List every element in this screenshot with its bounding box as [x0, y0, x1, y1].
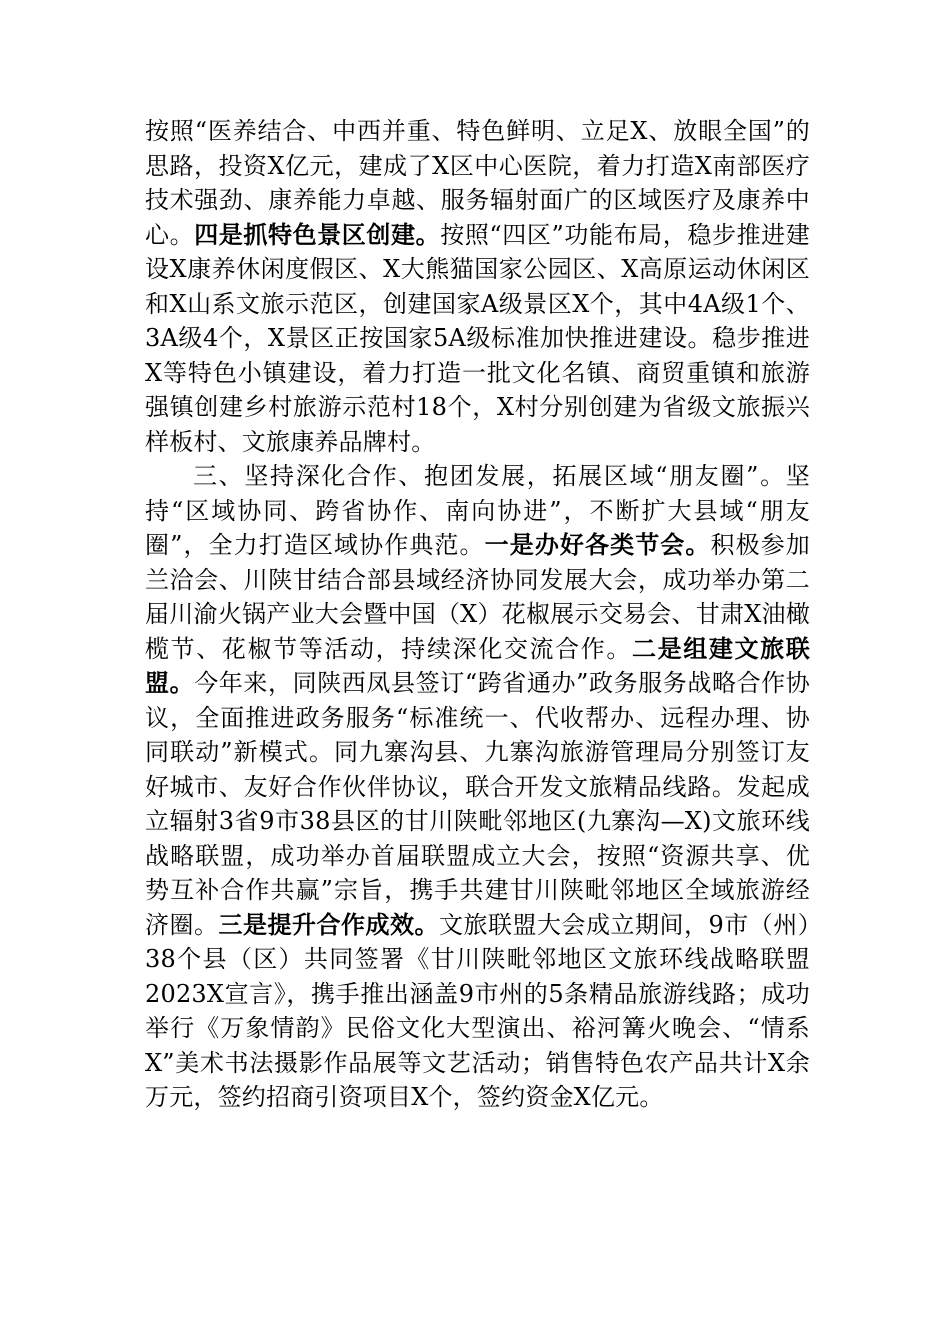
- document-body: [145, 114, 810, 1115]
- section-title: 三、坚持深化合作、抱团发展，拓展区域“朋友圈”。: [193, 462, 786, 490]
- paragraph-text: 积极参加兰洽会、川陕甘结合部县域经济协同发展大会，成功举办第二届川渝火锅产业大会暨中国（X）花椒展示交易会、甘肃X油橄榄节、花椒节等活动，持续深化交流合作。: [145, 531, 810, 663]
- paragraph-text: 按照“四区”功能布局，稳步推进建设X康养休闲度假区、X大熊猫国家公园区、X高原运动休闲区和X山系文旅示范区，创建国家A级景区X个，其中4A级1个、3A级4个，X景区正按国家5A级标准加快推进建设。稳步推进X等特色小镇建设，着力打造一批文化名镇、商贸重镇和旅游强镇创建乡村旅游示范村18个，X村分别创建为省级文旅振兴样板村、文旅康养品牌村。: [145, 220, 810, 456]
- paragraph-text: 今年来，同陕西凤县签订“跨省通办”政务服务战略合作协议，全面推进政务服务“标准统一、代收帮办、远程办理、协同联动”新模式。同九寨沟县、九寨沟旅游管理局分别签订友好城市、友好合作伙伴协议，联合开发文旅精品线路。发起成立辐射3省9市38县区的甘川陕毗邻地区(九寨沟—X)文旅环线战略联盟，成功举办首届联盟成立大会，按照“资源共享、优势互补合作共赢”宗旨，携手共建甘川陕毗邻地区全域旅游经济圈。: [145, 669, 810, 939]
- paragraph-text: 坚持“区域协同、跨省协作、南向协进”，不断扩大县域“朋友圈”，全力打造区域协作典范。: [145, 462, 810, 559]
- subheading-tourism-alliance: 二是组建文旅联盟。: [145, 633, 810, 697]
- paragraph-text: 按照“医养结合、中西并重、特色鲜明、立足X、放眼全国”的思路，投资X亿元，建成了X区中心医院，着力打造X南部医疗技术强劲、康养能力卓越、服务辐射面广的区域医疗及康养中心。: [145, 117, 810, 249]
- paragraph-medical-and-scenic: [145, 114, 810, 459]
- subheading-cooperation-results: 三是提升合作成效。: [218, 909, 440, 939]
- paragraph-text: 文旅联盟大会成立期间，9市（州）38个县（区）共同签署《甘川陕毗邻地区文旅环线战略联盟2023X宣言》，携手推出涵盖9市州的5条精品旅游线路；成功举行《万象情韵》民俗文化大型演出、裕河篝火晚会、“情系X”美术书法摄影作品展等文艺活动；销售特色农产品共计X余万元，签约招商引资项目X个，签约资金X亿元。: [145, 910, 811, 1111]
- paragraph-regional-cooperation: [145, 459, 810, 1115]
- subheading-festivals: 一是办好各类节会。: [484, 530, 711, 559]
- subheading-scenic-area: 四是抓特色景区创建。: [194, 219, 441, 249]
